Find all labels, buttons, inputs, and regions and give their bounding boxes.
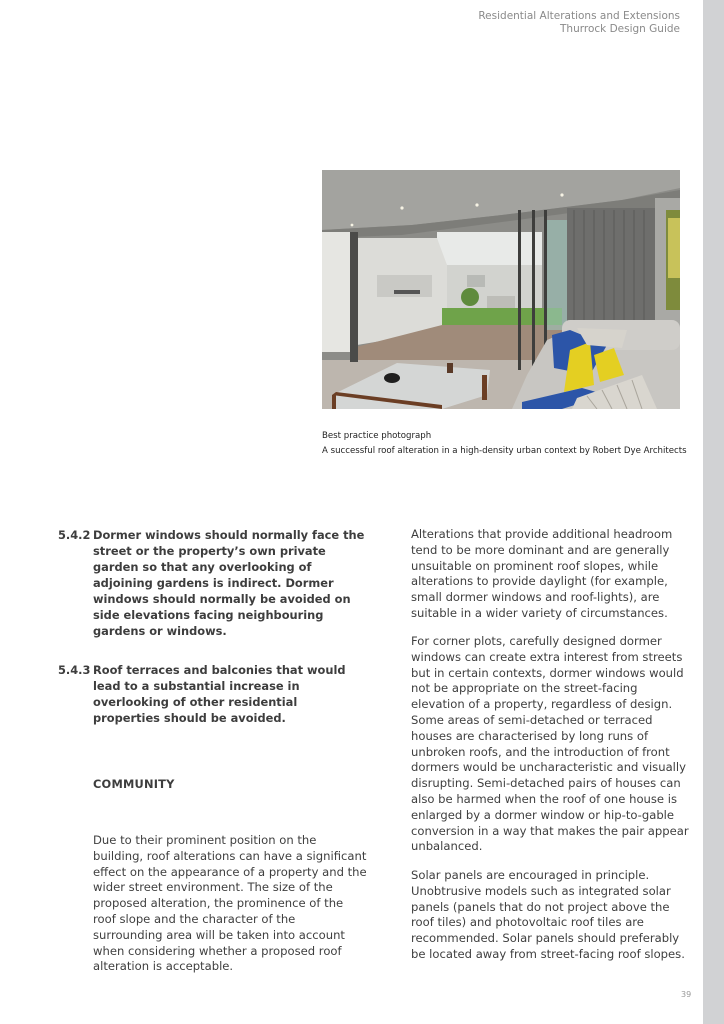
photo-caption — [322, 429, 702, 459]
page-number: 39 — [681, 990, 692, 999]
header-subtitle: Thurrock Design Guide — [560, 23, 680, 35]
header-title: Residential Alterations and Extensions — [478, 10, 680, 22]
guideline-5-4-3 — [58, 662, 368, 726]
page-edge-strip — [703, 0, 724, 1024]
caption-text: A successful roof alteration in a high-density urban context by Robert Dye Architects — [322, 446, 687, 456]
body-paragraph: For corner plots, carefully designed dormer windows can create extra interest from streets but in certain contexts, dormer windows would not be appropriate on the street-facing elevation of a property, regardless of design. Some areas of semi-detached or terraced houses are characterised by long runs of unbroken roofs, and the introduction of front dormers would be uncharacteristic and visually disrupting. Semi-detached pairs of houses can also be harmed when the roof of one house is enlarged by a dormer window or hip-to-gable conversion in a way that makes the pair appear unbalanced. — [411, 634, 689, 854]
guideline-number: 5.4.2 — [58, 528, 91, 542]
guideline-5-4-2 — [58, 527, 368, 639]
community-paragraph: Due to their prominent position on the building, roof alterations can have a significant effect on the appearance of a property and the wider street environment. The size of the proposed alteration, the prominence of the roof slope and the character of the surrounding area will be taken into account when considering whether a proposed roof alteration is acceptable. — [93, 833, 367, 974]
guideline-text: Roof terraces and balconies that would lead to a substantial increase in overlooking of other residential properties should be avoided. — [93, 663, 346, 725]
running-header — [478, 10, 680, 36]
body-paragraph: Solar panels are encouraged in principle. Unobtrusive models such as integrated solar panels (panels that do not project above the roof tiles) and photovoltaic roof tiles are recommended. Solar panels should preferably be located away from street-facing roof slopes. — [411, 868, 685, 961]
caption-title: Best practice photograph — [322, 431, 432, 441]
section-heading: COMMUNITY — [93, 777, 175, 791]
body-paragraph: Alterations that provide additional headroom tend to be more dominant and are generally unsuitable on prominent roof slopes, while alterations to provide daylight (for example, small dormer windows and roof-lights), are suitable in a wider variety of circumstances. — [411, 527, 673, 620]
guideline-text: Dormer windows should normally face the street or the property’s own private garden so that any overlooking of adjoining gardens is indirect. Dormer windows should normally be avoided on side elevations facing neighbouring gardens or windows. — [93, 528, 365, 638]
guideline-number: 5.4.3 — [58, 663, 91, 677]
best-practice-photo — [322, 170, 680, 409]
